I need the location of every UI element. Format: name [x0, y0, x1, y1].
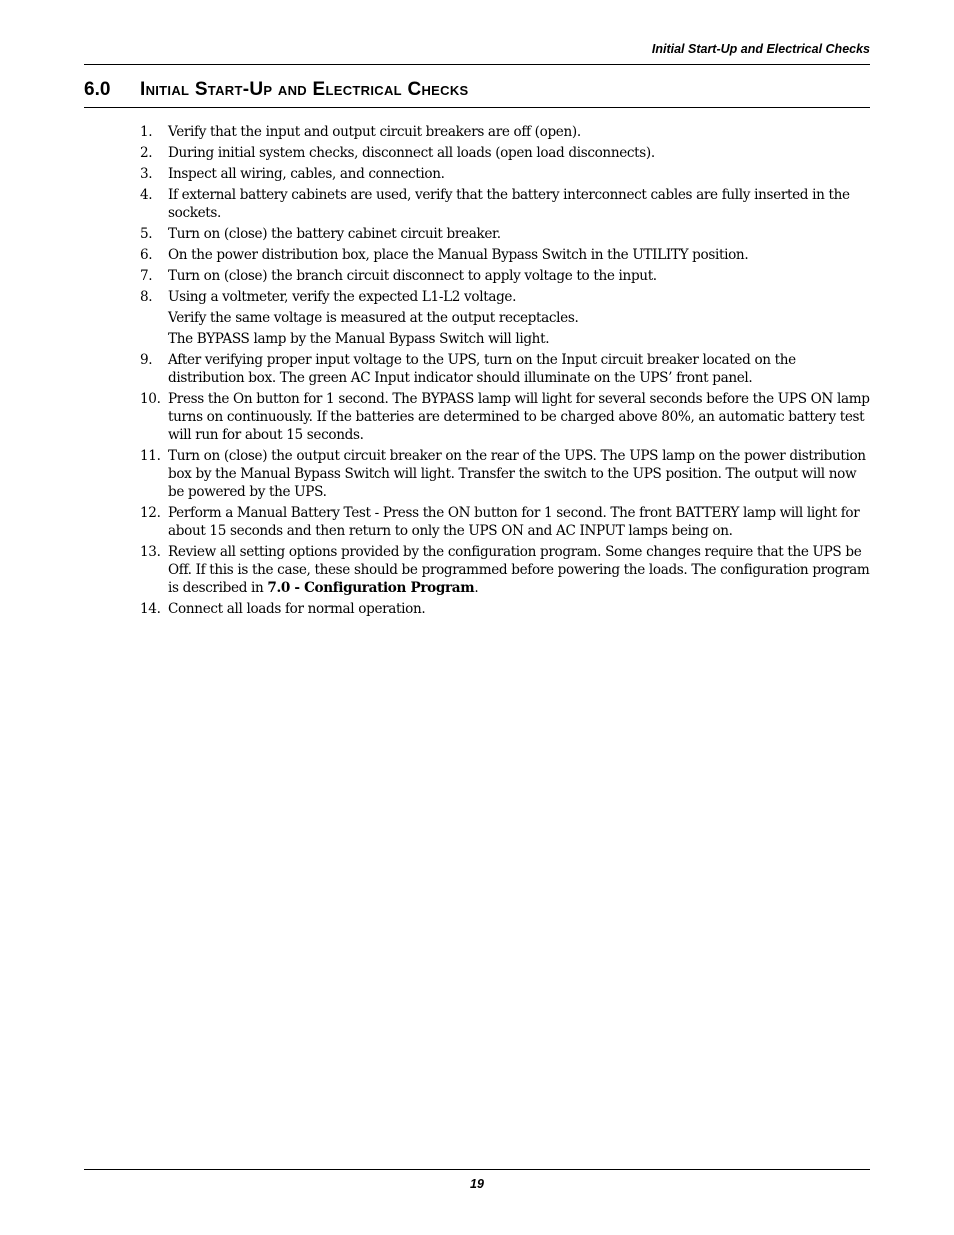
list-item — [140, 186, 870, 222]
step-number: 14. — [140, 601, 161, 617]
list-item — [140, 288, 870, 348]
list-item — [140, 351, 870, 387]
page-number: 19 — [470, 1177, 484, 1191]
step-number: 4. — [140, 187, 153, 203]
step-number: 10. — [140, 391, 161, 407]
heading-divider — [84, 107, 870, 108]
step-text: During initial system checks, disconnect all loads (open load disconnects). — [168, 145, 655, 161]
step-text: On the power distribution box, place the Manual Bypass Switch in the UTILITY position. — [168, 247, 749, 263]
step-number: 7. — [140, 268, 153, 284]
footer-divider — [84, 1169, 870, 1170]
section-heading — [84, 79, 468, 102]
step-text: Perform a Manual Battery Test - Press the ON button for 1 second. The front BATTERY lamp will light for about 15 seconds and then return to only the UPS ON and AC INPUT lamps being on. — [168, 505, 860, 539]
step-number: 3. — [140, 166, 153, 182]
list-item — [140, 225, 870, 243]
step-text: After verifying proper input voltage to the UPS, turn on the Input circuit breaker located on the distribution box. The green AC Input indicator should illuminate on the UPS’ front panel. — [168, 352, 796, 386]
step-number: 12. — [140, 505, 161, 521]
step-text: Inspect all wiring, cables, and connection. — [168, 166, 445, 182]
step-text: Connect all loads for normal operation. — [168, 601, 426, 617]
step-number: 1. — [140, 124, 153, 140]
cross-reference: 7.0 - Configuration Program — [267, 580, 475, 596]
procedure-steps — [140, 123, 870, 621]
step-text: Press the On button for 1 second. The BYPASS lamp will light for several seconds before the UPS ON lamp turns on continuously. If the batteries are determined to be charged above 80%, an automatic battery test will run for about 15 seconds. — [168, 391, 870, 443]
section-title: Initial Start-Up and Electrical Checks — [140, 79, 469, 100]
list-item — [140, 267, 870, 285]
step-number: 5. — [140, 226, 153, 242]
step-subtext: The BYPASS lamp by the Manual Bypass Switch will light. — [168, 331, 550, 347]
step-number: 13. — [140, 544, 161, 560]
step-subtext: Verify the same voltage is measured at the output receptacles. — [168, 310, 579, 326]
step-text: Turn on (close) the branch circuit disconnect to apply voltage to the input. — [168, 268, 657, 284]
list-item — [140, 600, 870, 618]
list-item — [140, 165, 870, 183]
step-text-end: . — [474, 580, 479, 596]
list-item — [140, 390, 870, 444]
step-number: 9. — [140, 352, 153, 368]
list-item — [140, 543, 870, 597]
step-text: Turn on (close) the battery cabinet circuit breaker. — [168, 226, 501, 242]
step-text: Review all setting options provided by the configuration program. Some changes require that the UPS be Off. If this is the case, these should be programmed before powering the loads. The configuration program is described in — [168, 544, 870, 596]
step-text: Verify that the input and output circuit breakers are off (open). — [168, 124, 581, 140]
header-divider — [84, 64, 870, 65]
step-number: 6. — [140, 247, 153, 263]
list-item — [140, 144, 870, 162]
list-item — [140, 504, 870, 540]
list-item — [140, 123, 870, 141]
step-number: 8. — [140, 289, 153, 305]
step-text: Using a voltmeter, verify the expected L1-L2 voltage. — [168, 289, 517, 305]
running-header: Initial Start-Up and Electrical Checks — [651, 42, 870, 56]
step-text: Turn on (close) the output circuit breaker on the rear of the UPS. The UPS lamp on the power distribution box by the Manual Bypass Switch will light. Transfer the switch to the UPS position. The output will now be powered by the UPS. — [168, 448, 866, 500]
step-number: 2. — [140, 145, 153, 161]
list-item — [140, 447, 870, 501]
step-text: If external battery cabinets are used, verify that the battery interconnect cables are fully inserted in the sockets. — [168, 187, 850, 221]
step-number: 11. — [140, 448, 161, 464]
section-number: 6.0 — [84, 79, 111, 100]
list-item — [140, 246, 870, 264]
